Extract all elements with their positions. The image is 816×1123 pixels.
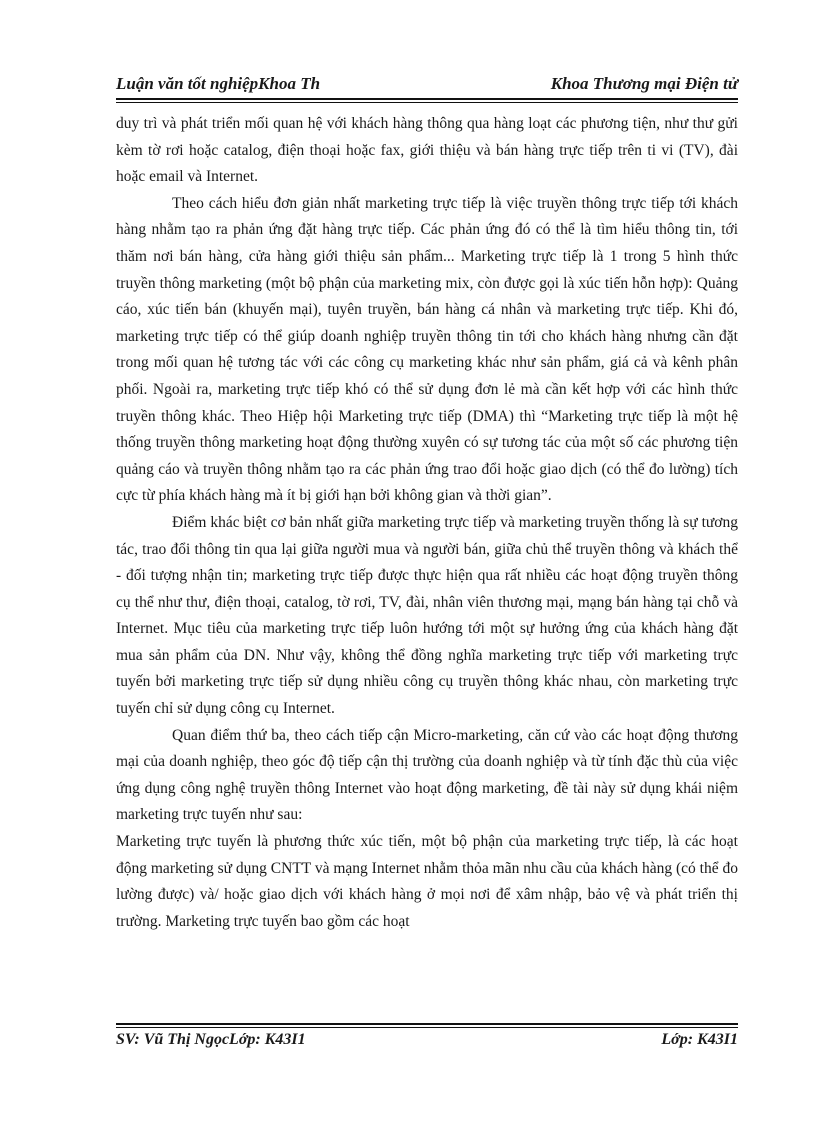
paragraph: Marketing trực tuyến là phương thức xúc tiến, một bộ phận của marketing trực tiếp, là các hoạt động marketing sử dụng CNTT và mạng Internet nhằm thỏa mãn nhu cầu của khách hàng (có thể đo lường được) và/ hoặc giao dịch với khách hàng ở mọi nơi để xâm nhập, bảo vệ và phát triển thị trường. Marketing trực tuyến bao gồm các hoạt [116,833,738,930]
paragraph: Điểm khác biệt cơ bản nhất giữa marketing trực tiếp và marketing truyền thống là sự tương tác, trao đổi thông tin qua lại giữa người mua và người bán, giữa chủ thể truyền thông và khách thể - đối tượng nhận tin; marketing trực tiếp được thực hiện qua rất nhiều các hoạt động truyền thông cụ thể như thư, điện thoại, catalog, tờ rơi, TV, đài, nhân viên thương mại, mạng bán hàng tại chỗ và Internet. Mục tiêu của marketing trực tiếp luôn hướng tới một sự hưởng ứng của khách hàng đặt mua sản phẩm của DN. Như vậy, không thể đồng nghĩa marketing trực tiếp với marketing trực tuyến bởi marketing trực tiếp sử dụng nhiều công cụ truyền thông khác nhau, còn marketing trực tuyến chỉ sử dụng công cụ Internet. [116,513,738,718]
page-footer [116,1031,738,1055]
header-rule-thin [116,102,738,103]
header-thesis-title: Luận văn tốt nghiệpKhoa Th [116,74,321,93]
footer-class: Lớp: K43I1 [661,1031,738,1048]
paragraph: Theo cách hiểu đơn giản nhất marketing trực tiếp là việc truyền thông trực tiếp tới khách hàng nhằm tạo ra phản ứng đặt hàng trực tiếp. Các phản ứng đó có thể là tìm hiểu thông tin, tới thăm nơi bán hàng, cửa hàng giới thiệu sản phẩm... Marketing trực tiếp là 1 trong 5 hình thức truyền thông marketing (một bộ phận của marketing mix, còn được gọi là xúc tiến hỗn hợp): Quảng cáo, xúc tiến bán (khuyến mại), tuyên truyền, bán hàng cá nhân và marketing trực tiếp. Khi đó, marketing trực tiếp có thể giúp doanh nghiệp truyền thông tin tới cho khách hàng nhưng cần đặt trong mối quan hệ tương tác với các công cụ marketing khác như sản phẩm, giá cả và kênh phân phối. Ngoài ra, marketing trực tiếp khó có thể sử dụng đơn lẻ mà cần kết hợp với các hình thức truyền thông khác. Theo Hiệp hội Marketing trực tiếp (DMA) thì “Marketing trực tiếp là một hệ thống truyền thông marketing hoạt động thường xuyên có sự tương tác của một số các phương tiện quảng cáo và truyền thông nhằm tạo ra các phản ứng trao đổi hoặc giao dịch (có thể đo lường) tích cực từ phía khách hàng mà ít bị giới hạn bởi không gian và thời gian”. [116,194,738,505]
page-header [116,72,738,96]
paragraph: Quan điểm thứ ba, theo cách tiếp cận Micro-marketing, căn cứ vào các hoạt động thương mại của doanh nghiệp, theo góc độ tiếp cận thị trường của doanh nghiệp và từ tính đặc thù của việc ứng dụng công nghệ truyền thông Internet vào hoạt động marketing, đề tài này sử dụng khái niệm marketing trực tuyến như sau: [116,726,738,824]
header-faculty: Khoa Thương mại Điện tử [550,74,738,93]
page-body [116,111,738,935]
paragraph: duy trì và phát triển mối quan hệ với khách hàng thông qua hàng loạt các phương tiện, như thư gửi kèm tờ rơi hoặc catalog, điện thoại hoặc fax, giới thiệu và bán hàng trực tiếp trên ti vi (TV), đài hoặc email và Internet. [116,115,738,186]
footer-rule [116,1023,738,1025]
header-rule [116,98,738,100]
footer-rule-thin [116,1027,738,1028]
footer-student: SV: Vũ Thị NgọcLớp: K43I1 [116,1031,306,1048]
